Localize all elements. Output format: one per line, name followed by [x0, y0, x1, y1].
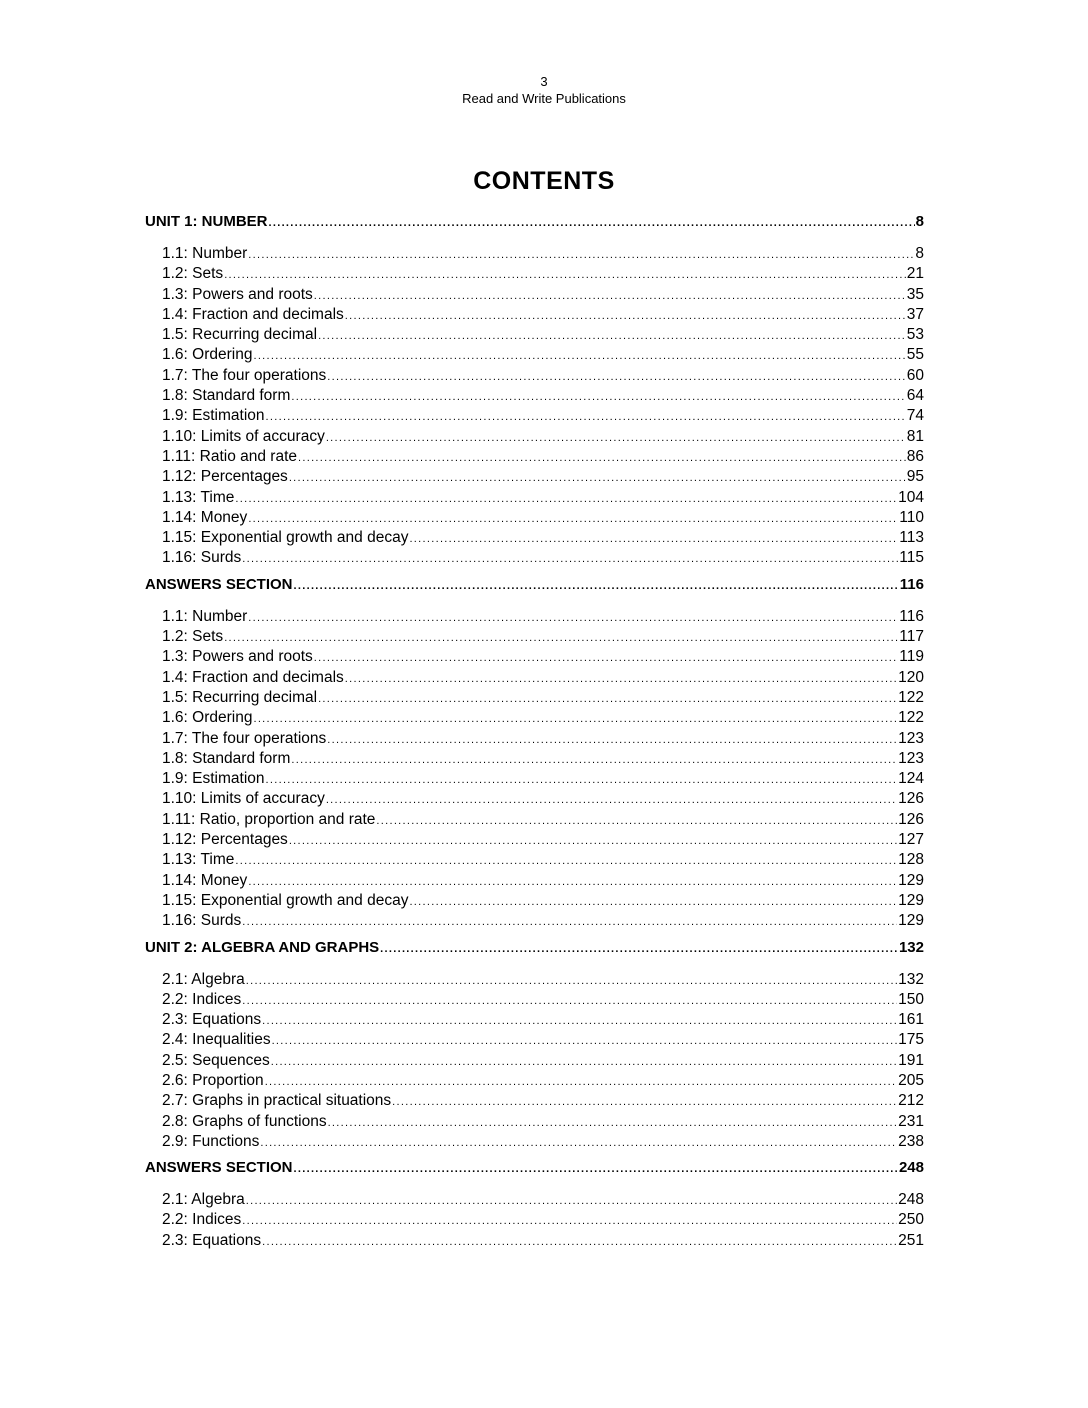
toc-entry[interactable] [145, 668, 924, 688]
toc-item-list [145, 970, 924, 1153]
page-number: 3 [540, 74, 548, 89]
toc-entry[interactable] [145, 508, 924, 528]
toc-entry-label: 1.8: Standard form [162, 749, 291, 767]
toc-heading-page: 116 [899, 575, 924, 593]
toc-entry[interactable] [145, 1051, 924, 1071]
toc-entry[interactable] [145, 386, 924, 406]
page-title: CONTENTS [473, 167, 615, 195]
toc-entry-label: 1.10: Limits of accuracy [162, 427, 325, 445]
toc-entry-label: 1.10: Limits of accuracy [162, 790, 325, 808]
toc-section-heading[interactable] [145, 1158, 924, 1178]
toc-entry[interactable] [145, 607, 924, 627]
toc-section [145, 212, 924, 569]
dot-leader [294, 576, 899, 596]
toc-entry[interactable] [145, 871, 924, 891]
dot-leader [294, 1159, 898, 1179]
dot-leader [291, 387, 905, 407]
toc-section-heading[interactable] [145, 575, 924, 595]
toc-entry[interactable] [145, 789, 924, 809]
toc-entry[interactable] [145, 406, 924, 426]
toc-entry-page: 8 [915, 245, 924, 262]
toc-entry[interactable] [145, 244, 924, 264]
toc-item-list [145, 1190, 924, 1251]
toc-entry[interactable] [145, 627, 924, 647]
toc-entry-page: 120 [898, 668, 924, 686]
toc-entry-page: 116 [899, 607, 924, 625]
toc-entry-label: 1.2: Sets [162, 265, 224, 283]
toc-entry-label: 1.4: Fraction and decimals [162, 668, 344, 686]
page-header [0, 73, 1088, 107]
dot-leader [224, 265, 906, 285]
toc-entry-label: 1.7: The four operations [162, 729, 327, 747]
toc-entry[interactable] [145, 488, 924, 508]
toc-entry-page: 53 [906, 326, 924, 344]
toc-entry-label: 1.2: Sets [162, 628, 224, 646]
toc-entry-label: 2.7: Graphs in practical situations [162, 1092, 392, 1110]
toc-entry[interactable] [145, 1071, 924, 1091]
toc-section [145, 575, 924, 932]
toc-entry[interactable] [145, 1112, 924, 1132]
dot-leader [262, 1232, 897, 1252]
toc-entry-page: 74 [906, 407, 924, 425]
toc-entry[interactable] [145, 708, 924, 728]
toc-entry-label: 1.3: Powers and roots [162, 285, 313, 303]
toc-entry[interactable] [145, 1091, 924, 1111]
dot-leader [318, 689, 897, 709]
toc-entry[interactable] [145, 1010, 924, 1030]
toc-entry-page: 150 [898, 990, 924, 1008]
dot-leader [327, 730, 897, 750]
toc-heading-page: 132 [898, 938, 924, 956]
toc-entry-page: 126 [898, 810, 924, 828]
toc-entry-label: 1.15: Exponential growth and decay [162, 891, 409, 909]
toc-entry-page: 115 [899, 549, 924, 567]
dot-leader [326, 790, 897, 810]
toc-entry-label: 2.2: Indices [162, 1211, 242, 1229]
toc-entry-label: 2.5: Sequences [162, 1051, 270, 1069]
toc-section-heading[interactable] [145, 212, 924, 232]
toc-entry[interactable] [145, 447, 924, 467]
toc-entry-label: 1.14: Money [162, 508, 248, 526]
toc-entry-label: 2.3: Equations [162, 1011, 262, 1029]
toc-entry-page: 35 [906, 285, 924, 303]
dot-leader [248, 509, 898, 529]
dot-leader [314, 286, 906, 306]
toc-entry[interactable] [145, 1210, 924, 1230]
toc-item-list [145, 244, 924, 569]
toc-entry[interactable] [145, 850, 924, 870]
dot-leader [265, 1072, 897, 1092]
dot-leader [260, 1133, 897, 1153]
toc-entry-page: 64 [906, 387, 924, 405]
toc-entry[interactable] [145, 1132, 924, 1152]
toc-entry-label: 1.3: Powers and roots [162, 648, 313, 666]
toc-entry-label: 2.3: Equations [162, 1231, 262, 1249]
dot-leader [248, 608, 898, 628]
dot-leader [262, 1011, 897, 1031]
toc-entry-page: 95 [906, 468, 924, 486]
toc-entry-page: 124 [898, 770, 924, 788]
toc-entry-page: 21 [906, 265, 924, 283]
toc-heading-label: ANSWERS SECTION [145, 575, 293, 593]
dot-leader [327, 367, 905, 387]
toc-entry[interactable] [145, 891, 924, 911]
toc-entry-label: 1.16: Surds [162, 549, 242, 567]
toc-entry-label: 2.1: Algebra [162, 1191, 245, 1209]
table-of-contents [145, 212, 924, 1257]
dot-leader [242, 1211, 897, 1231]
toc-entry-page: 175 [898, 1031, 924, 1049]
toc-entry-label: 1.8: Standard form [162, 387, 291, 405]
toc-entry-page: 123 [898, 749, 924, 767]
toc-section [145, 938, 924, 1153]
dot-leader [248, 872, 897, 892]
toc-entry-label: 1.12: Percentages [162, 831, 288, 849]
toc-entry-label: 1.5: Recurring decimal [162, 326, 318, 344]
toc-entry-label: 1.7: The four operations [162, 366, 327, 384]
toc-entry-label: 1.14: Money [162, 871, 248, 889]
toc-entry-page: 161 [898, 1011, 924, 1029]
toc-entry-page: 127 [898, 831, 924, 849]
toc-entry-page: 248 [898, 1191, 924, 1209]
toc-entry[interactable] [145, 305, 924, 325]
dot-leader [272, 1031, 898, 1051]
toc-entry-label: 1.11: Ratio, proportion and rate [162, 810, 376, 828]
toc-section-heading[interactable] [145, 938, 924, 958]
toc-entry[interactable] [145, 749, 924, 769]
toc-entry-label: 2.1: Algebra [162, 970, 245, 988]
toc-entry[interactable] [145, 911, 924, 931]
toc-entry[interactable] [145, 1190, 924, 1210]
dot-leader [271, 1052, 897, 1072]
toc-entry-label: 2.4: Inequalities [162, 1031, 271, 1049]
toc-entry-label: 1.15: Exponential growth and decay [162, 529, 409, 547]
toc-item-list [145, 607, 924, 932]
toc-entry-page: 122 [898, 688, 924, 706]
toc-entry-label: 1.4: Fraction and decimals [162, 305, 344, 323]
toc-entry-page: 129 [898, 891, 924, 909]
toc-entry[interactable] [145, 285, 924, 305]
toc-entry[interactable] [145, 264, 924, 284]
dot-leader [253, 346, 905, 366]
toc-entry[interactable] [145, 769, 924, 789]
dot-leader [314, 648, 899, 668]
dot-leader [235, 489, 897, 509]
toc-entry[interactable] [145, 548, 924, 568]
toc-entry-label: 1.11: Ratio and rate [162, 447, 297, 465]
toc-entry-label: 1.9: Estimation [162, 770, 265, 788]
toc-entry-page: 238 [898, 1132, 924, 1150]
toc-entry-page: 129 [898, 912, 924, 930]
dot-leader [326, 428, 906, 448]
dot-leader [266, 770, 898, 790]
dot-leader [242, 549, 898, 569]
toc-entry[interactable] [145, 810, 924, 830]
toc-entry-page: 123 [898, 729, 924, 747]
toc-entry-page: 250 [898, 1211, 924, 1229]
toc-heading-label: UNIT 2: ALGEBRA AND GRAPHS [145, 938, 380, 956]
toc-entry[interactable] [145, 647, 924, 667]
toc-entry-page: 104 [898, 488, 924, 506]
toc-entry-page: 126 [898, 790, 924, 808]
toc-entry-page: 122 [898, 709, 924, 727]
dot-leader [298, 448, 906, 468]
toc-entry[interactable] [145, 427, 924, 447]
toc-entry-page: 128 [898, 851, 924, 869]
toc-entry-page: 117 [899, 628, 924, 646]
toc-entry-label: 1.12: Percentages [162, 468, 288, 486]
dot-leader [269, 213, 915, 233]
toc-entry-label: 1.1: Number [162, 607, 248, 625]
dot-leader [392, 1092, 897, 1112]
toc-entry-label: 2.8: Graphs of functions [162, 1112, 327, 1130]
toc-entry-page: 119 [899, 648, 924, 666]
toc-heading-page: 8 [915, 213, 924, 230]
toc-entry-label: 1.6: Ordering [162, 346, 253, 364]
toc-entry[interactable] [145, 467, 924, 487]
toc-entry-page: 129 [898, 871, 924, 889]
dot-leader [380, 939, 898, 959]
toc-entry-label: 1.13: Time [162, 488, 235, 506]
toc-entry-page: 113 [899, 529, 924, 547]
dot-leader [409, 892, 897, 912]
toc-entry-page: 81 [906, 427, 924, 445]
dot-leader [289, 468, 906, 488]
toc-section [145, 1158, 924, 1251]
dot-leader [328, 1113, 898, 1133]
toc-entry[interactable] [145, 1231, 924, 1251]
toc-entry-page: 55 [906, 346, 924, 364]
dot-leader [242, 912, 897, 932]
dot-leader [224, 628, 898, 648]
dot-leader [376, 811, 897, 831]
toc-entry-page: 231 [898, 1112, 924, 1130]
toc-entry[interactable] [145, 970, 924, 990]
dot-leader [235, 851, 897, 871]
toc-entry-label: 1.1: Number [162, 245, 248, 262]
toc-entry-label: 1.5: Recurring decimal [162, 688, 318, 706]
dot-leader [242, 991, 897, 1011]
dot-leader [291, 750, 897, 770]
dot-leader [409, 529, 898, 549]
toc-entry-label: 1.16: Surds [162, 912, 242, 930]
toc-entry[interactable] [145, 729, 924, 749]
dot-leader [246, 1191, 897, 1211]
toc-entry[interactable] [145, 366, 924, 386]
toc-entry-page: 212 [898, 1092, 924, 1110]
toc-heading-page: 248 [898, 1159, 924, 1177]
dot-leader [248, 245, 914, 265]
toc-entry-page: 205 [898, 1071, 924, 1089]
toc-heading-label: ANSWERS SECTION [145, 1159, 293, 1177]
toc-entry-label: 1.6: Ordering [162, 709, 253, 727]
toc-entry[interactable] [145, 830, 924, 850]
toc-heading-label: UNIT 1: NUMBER [145, 213, 268, 230]
toc-entry[interactable] [145, 345, 924, 365]
dot-leader [253, 709, 897, 729]
toc-entry-page: 191 [898, 1051, 924, 1069]
toc-entry-label: 2.9: Functions [162, 1132, 260, 1150]
toc-entry-label: 1.9: Estimation [162, 407, 265, 425]
dot-leader [246, 971, 897, 991]
dot-leader [266, 407, 906, 427]
toc-entry-label: 2.2: Indices [162, 990, 242, 1008]
toc-entry[interactable] [145, 325, 924, 345]
dot-leader [318, 326, 906, 346]
toc-entry[interactable] [145, 990, 924, 1010]
toc-entry-label: 2.6: Proportion [162, 1071, 264, 1089]
toc-entry-page: 60 [906, 366, 924, 384]
toc-entry[interactable] [145, 528, 924, 548]
toc-entry[interactable] [145, 1030, 924, 1050]
toc-entry-page: 37 [906, 305, 924, 323]
toc-entry-page: 251 [898, 1231, 924, 1249]
dot-leader [345, 669, 897, 689]
toc-entry-page: 132 [898, 970, 924, 988]
toc-entry-page: 110 [899, 508, 924, 526]
toc-entry-label: 1.13: Time [162, 851, 235, 869]
toc-entry-page: 86 [906, 447, 924, 465]
dot-leader [289, 831, 897, 851]
toc-entry[interactable] [145, 688, 924, 708]
dot-leader [345, 306, 906, 326]
publisher-name: Read and Write Publications [462, 91, 626, 106]
